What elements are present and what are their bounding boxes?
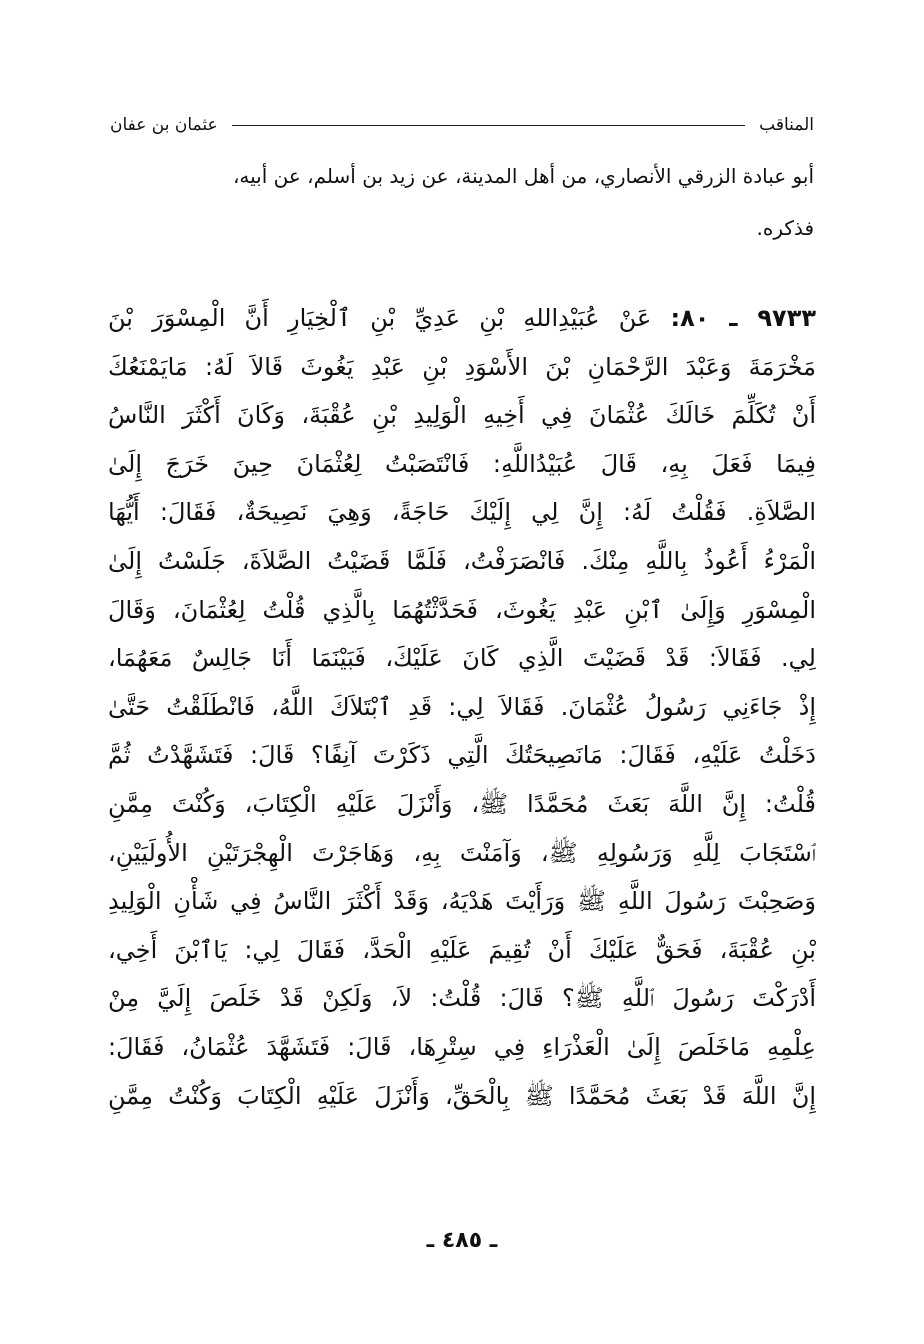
hadith-number: ٩٧٣٣ ـ ٨٠: — [670, 304, 816, 332]
hadith-line-7: الْمِسْوَرِ وَإِلَىٰ ٱبْنِ عَبْدِ يَغُوثَ، فَحَدَّثْتُهُمَا بِالَّذِي قُلْتُ لِعُثْمَانَ، وَقَالَ — [108, 595, 816, 624]
running-title: عثمان بن عفان — [110, 115, 218, 135]
hadith-line-8: لِي. فَقَالاَ: قَدْ قَضَيْتَ الَّذِي كَانَ عَلَيْكَ، فَبَيْنَمَا أَنَا جَالِسٌ مَعَهُمَا، — [108, 644, 816, 673]
running-header — [110, 110, 814, 140]
hadith-line-15: أَدْرَكْتَ رَسُولَ ٱللَّهِ ﷺ؟ قَالَ: قُلْتُ: لاَ، وَلَكِنْ قَدْ خَلَصَ إِلَيَّ مِنْ — [108, 984, 816, 1013]
hadith-line-16: عِلْمِهِ مَاخَلَصَ إِلَىٰ الْعَذْرَاءِ فِي سِتْرِهَا، قَالَ: فَتَشَهَّدَ عُثْمَانُ، فَقَالَ: — [108, 1032, 816, 1061]
hadith-text — [108, 294, 816, 1120]
intro-line-2: فذكره. — [756, 216, 814, 240]
hadith-line-2: مَخْرَمَةَ وَعَبْدَ الرَّحْمَانِ بْنَ الأَسْوَدِ بْنِ عَبْدِ يَغُوثَ قَالاَ لَهُ: مَايَمْنَعُكَ — [108, 352, 816, 381]
intro-line-1: أبو عبادة الزرقي الأنصاري، من أهل المدينة، عن زيد بن أسلم، عن أبيه، — [232, 164, 814, 188]
hadith-line-12: ٱسْتَجَابَ لِلَّهِ وَرَسُولِهِ ﷺ، وَآمَنْتَ بِهِ، وَهَاجَرْتَ الْهِجْرَتَيْنِ الأُولَيَيْنِ، — [108, 838, 816, 867]
page-number: ـ ٤٨٥ ـ — [426, 1228, 498, 1253]
hadith-line-6: الْمَرْءُ أَعُوذُ بِاللَّهِ مِنْكَ. فَانْصَرَفْتُ، فَلَمَّا قَضَيْتُ الصَّلاَةَ، جَلَسْتُ إِلَىٰ — [108, 546, 816, 575]
hadith-line-13: وَصَحِبْتَ رَسُولَ اللَّهِ ﷺ وَرَأَيْتَ هَدْيَهُ، وَقَدْ أَكْثَرَ النَّاسُ فِي شَأْنِ الْوَلِيدِ — [108, 887, 816, 916]
hadith-line-10: دَخَلْتُ عَلَيْهِ، فَقَالَ: مَانَصِيحَتُكَ الَّتِي ذَكَرْتَ آنِفًا؟ قَالَ: فَتَشَهَّدْتُ ثُمَّ — [108, 741, 816, 770]
hadith-line-5: الصَّلاَةِ. فَقُلْتُ لَهُ: إِنَّ لِي إِلَيْكَ حَاجَةً، وَهِيَ نَصِيحَةٌ، فَقَالَ: أَيُّهَا — [108, 498, 816, 527]
section-title: المناقب — [759, 115, 814, 135]
hadith-line-1 — [108, 294, 816, 343]
hadith-line-3: أَنْ تُكَلِّمَ خَالَكَ عُثْمَانَ فِي أَخِيهِ الْوَلِيدِ بْنِ عُقْبَةَ، وَكَانَ أَكْثَرَ النَّاسُ — [108, 401, 816, 430]
hadith-line-14: بْنِ عُقْبَةَ، فَحَقٌّ عَلَيْكَ أَنْ تُقِيمَ عَلَيْهِ الْحَدَّ، فَقَالَ لِي: يَاٱبْنَ أَخِي، — [108, 935, 816, 964]
hadith-line-11: قُلْتُ: إِنَّ اللَّهَ بَعَثَ مُحَمَّدًا ﷺ، وَأَنْزَلَ عَلَيْهِ الْكِتَابَ، وَكُنْتَ مِمَّنِ — [108, 789, 816, 818]
hadith-line-4: فِيمَا فَعَلَ بِهِ، قَالَ عُبَيْدُاللَّهِ: فَانْتَصَبْتُ لِعُثْمَانَ حِينَ خَرَجَ إِلَىٰ — [108, 449, 816, 478]
hadith-line-1-text: عَنْ عُبَيْدِاللهِ بْنِ عَدِيِّ بْنِ ٱلْخِيَارِ أَنَّ الْمِسْوَرَ بْنَ — [108, 304, 652, 332]
header-rule — [232, 125, 745, 126]
intro-paragraph — [110, 150, 814, 254]
hadith-line-9: إِذْ جَاءَنِي رَسُولُ عُثْمَانَ. فَقَالاَ لِي: قَدِ ٱبْتَلاَكَ اللَّهُ، فَانْطَلَقْتُ حَتَّىٰ — [108, 692, 816, 721]
hadith-line-17: إِنَّ اللَّهَ قَدْ بَعَثَ مُحَمَّدًا ﷺ بِالْحَقِّ، وَأَنْزَلَ عَلَيْهِ الْكِتَابَ وَكُنْتُ مِمَّنِ — [108, 1081, 816, 1110]
